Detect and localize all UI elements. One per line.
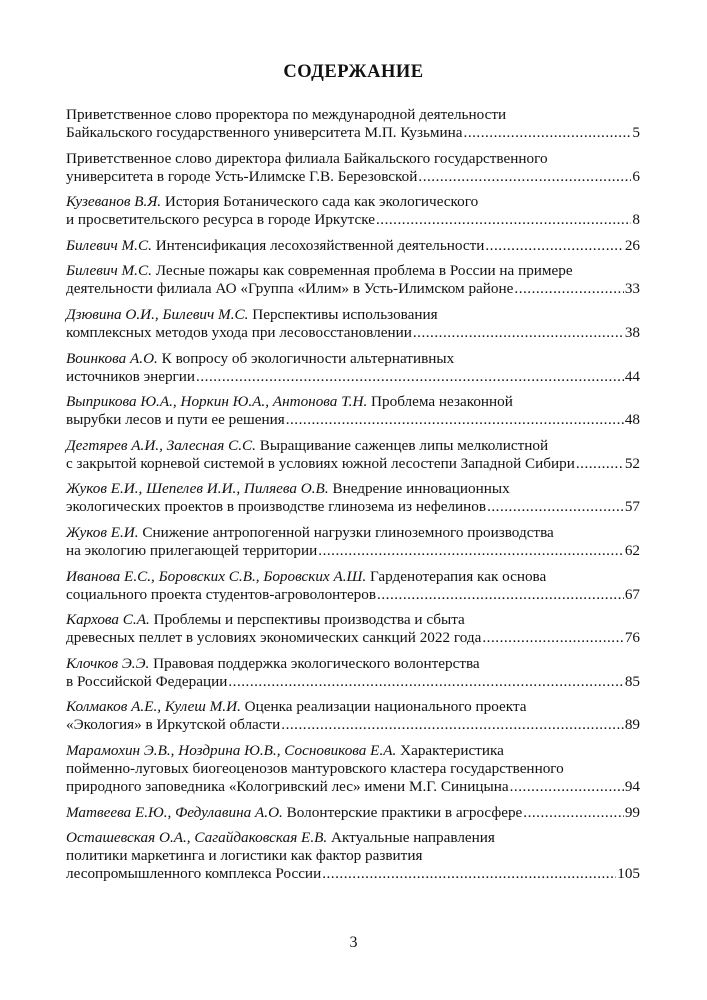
toc-entry-last-line [66,237,640,255]
dot-leader [418,168,631,186]
toc-entry-page[interactable]: 89 [624,716,640,734]
toc-entry-text [66,280,513,298]
dot-leader [377,586,624,604]
toc-entry-last-line [66,778,640,796]
toc-entry-title-line: Характеристика [400,741,504,759]
toc-entry-title-line: Байкальского государственного университета М.П. Кузьмина [66,124,463,141]
toc-entry [66,611,640,647]
table-of-contents [66,106,640,891]
toc-entry-last-line [66,124,640,142]
toc-entry-line [66,760,640,778]
toc-entry-page[interactable]: 8 [632,211,640,229]
toc-entry-line [66,847,640,865]
toc-entry-last-line [66,629,640,647]
page-number: 3 [349,934,358,951]
toc-entry-authors: Осташевская О.А., Сагайдаковская Е.В. [66,829,328,847]
toc-entry-last-line [66,673,640,691]
toc-entry-page[interactable]: 76 [624,629,640,647]
toc-entry-title-line: источников энергии [66,367,196,385]
toc-entry-line [66,829,640,847]
toc-entry-authors: Колмаков А.Е., Кулеш М.И. [66,698,241,716]
toc-entry [66,106,640,142]
toc-entry-line [66,350,640,368]
toc-entry-last-line [66,168,640,186]
toc-entry-page[interactable]: 62 [624,541,640,559]
toc-entry-text [66,498,486,516]
toc-entry-last-line [66,455,640,473]
toc-entry-title-line: Выращивание саженцев липы мелколистной [259,436,549,454]
toc-entry [66,698,640,734]
toc-entry [66,237,640,255]
toc-entry-title-line: вырубки лесов и пути ее решения [66,411,285,429]
toc-entry-authors: Дегтярев А.И., Залесная С.С. [66,436,256,454]
toc-entry-text [66,778,509,796]
toc-entry-title-line: политики маркетинга и логистики как фактор развития [66,847,423,865]
toc-entry-line [66,568,640,586]
dot-leader [322,865,616,883]
toc-entry-title-line: Снижение антропогенной нагрузки глиноземного производства [142,523,554,541]
toc-entry-text [66,211,375,229]
toc-entry-page[interactable]: 5 [632,124,640,141]
toc-entry-title-line: с закрытой корневой системой в условиях южной лесостепи Западной Сибири [66,454,575,472]
toc-entry-text [66,237,484,255]
toc-entry-last-line [66,368,640,386]
toc-entry [66,350,640,386]
toc-entry-title-line: Волонтерские практики в агросфере [286,803,523,821]
toc-entry-title-line: природного заповедника «Кологривский лес» имени М.Г. Синицына [66,777,509,795]
toc-entry-line [66,611,640,629]
toc-entry-title-line: древесных пеллет в условиях экономических санкций 2022 года [66,629,482,647]
toc-entry-title-line: «Экология» в Иркутской области [66,716,281,734]
toc-entry-title-line: Проблема незаконной [371,393,513,411]
toc-entry-authors: Матвеева Е.Ю., Федулавина А.О. [66,803,283,821]
toc-entry-last-line [66,542,640,560]
toc-entry-last-line [66,804,640,822]
toc-entry-authors: Марамохин Э.В., Ноздрина Ю.В., Сосновикова Е.А. [66,741,397,759]
toc-entry-page[interactable]: 44 [624,367,640,385]
toc-entry [66,150,640,186]
toc-entry-authors: Жуков Е.И. [66,523,139,541]
toc-entry-title-line: университета в городе Усть-Илимске Г.В. Березовской [66,167,418,185]
dot-leader [281,716,624,734]
toc-entry [66,480,640,516]
toc-entry-text [66,542,317,560]
toc-entry-title-line: Гарденотерапия как основа [369,567,547,585]
toc-entry-title-line: Перспективы использования [252,305,438,323]
toc-entry-authors: Кархова С.А. [66,611,150,629]
toc-entry-text [66,804,522,822]
toc-entry [66,193,640,229]
toc-entry [66,437,640,473]
toc-entry-title-line: и просветительского ресурса в городе Иркутске [66,211,375,229]
toc-entry-last-line [66,586,640,604]
toc-entry-line [66,193,640,211]
toc-entry-line [66,698,640,716]
dot-leader [464,124,632,142]
toc-entry-page[interactable]: 105 [617,865,640,883]
toc-entry-text [66,368,195,386]
toc-entry-line [66,742,640,760]
dot-leader [510,778,624,796]
toc-entry-text [66,124,463,142]
toc-entry-title-line: в Российской Федерации [66,672,228,690]
toc-entry-title-line: Приветственное слово проректора по международной деятельности [66,106,507,123]
toc-entry-title-line: пойменно-луговых биогеоценозов мантуровского кластера государственного [66,759,564,777]
toc-entry-page[interactable]: 85 [624,672,640,690]
page-title: СОДЕРЖАНИЕ [283,62,424,82]
toc-entry-last-line [66,716,640,734]
toc-entry-title-line: лесопромышленного комплекса России [66,865,322,883]
toc-entry-authors: Выприкова Ю.А., Норкин Ю.А., Антонова Т.Н. [66,393,368,411]
toc-entry [66,262,640,298]
toc-entry-title-line: Правовая поддержка экологического волонтерства [153,654,480,672]
toc-entry-last-line [66,211,640,229]
toc-entry-authors: Кузеванов В.Я. [66,193,162,211]
toc-entry-title-line: К вопросу об экологичности альтернативных [161,349,455,367]
toc-entry-text [66,673,227,691]
toc-entry-line [66,524,640,542]
toc-entry-authors: Жуков Е.И., Шепелев И.И., Пиляева О.В. [66,480,329,498]
toc-entry-authors: Билевич М.С. [66,236,152,254]
toc-entry-page[interactable]: 57 [624,498,640,516]
toc-entry-page[interactable]: 94 [624,777,640,795]
toc-entry-title-line: комплексных методов ухода при лесовосстановлении [66,323,412,341]
toc-entry-title-line: Интенсификация лесохозяйственной деятельности [155,236,485,254]
toc-entry-page[interactable]: 67 [624,585,640,603]
toc-entry [66,568,640,604]
toc-entry-page[interactable]: 48 [624,411,640,429]
toc-entry-line [66,393,640,411]
toc-entry-last-line [66,280,640,298]
toc-entry-last-line [66,324,640,342]
toc-entry-page[interactable]: 33 [624,280,640,298]
toc-entry-text [66,324,412,342]
toc-entry [66,742,640,796]
toc-entry-authors: Дзювина О.И., Билевич М.С. [66,305,249,323]
toc-entry-title-line: экологических проектов в производстве глинозема из нефелинов [66,498,487,516]
toc-entry-text [66,455,575,473]
toc-entry-text [66,629,481,647]
toc-entry-authors: Клочков Э.Э. [66,654,150,672]
toc-entry-title-line: История Ботанического сада как экологического [164,193,479,211]
dot-leader [228,673,623,691]
toc-entry [66,306,640,342]
toc-entry [66,829,640,883]
dot-leader [376,211,631,229]
dot-leader [487,498,624,516]
toc-entry-line [66,306,640,324]
dot-leader [318,542,624,560]
toc-entry-title-line: Оценка реализации национального проекта [244,698,527,716]
toc-entry-title-line: Приветственное слово директора филиала Байкальского государственного [66,149,548,167]
toc-entry [66,655,640,691]
toc-entry-title-line: на экологию прилегающей территории [66,541,318,559]
toc-entry-authors: Билевич М.С. [66,262,152,280]
toc-entry-text [66,168,417,186]
dot-leader [196,368,624,386]
toc-entry [66,524,640,560]
toc-entry-line [66,655,640,673]
dot-leader [576,455,624,473]
toc-entry-last-line [66,865,640,883]
toc-entry-line [66,106,640,124]
toc-entry-last-line [66,498,640,516]
dot-leader [485,237,623,255]
toc-entry-title-line: социального проекта студентов-агроволонтеров [66,585,377,603]
toc-entry-text [66,716,280,734]
toc-entry-page[interactable]: 38 [624,323,640,341]
toc-entry-page[interactable]: 99 [624,803,640,821]
dot-leader [286,411,624,429]
dot-leader [413,324,624,342]
toc-entry-title-line: Внедрение инновационных [332,480,510,498]
toc-entry-title-line: Проблемы и перспективы производства и сбыта [153,611,465,629]
toc-entry-page[interactable]: 26 [624,236,640,254]
toc-entry-last-line [66,411,640,429]
toc-entry-text [66,411,285,429]
toc-entry-page[interactable]: 52 [624,454,640,472]
dot-leader [514,280,623,298]
toc-entry-page[interactable]: 6 [632,167,640,185]
dot-leader [523,804,624,822]
toc-entry-title-line: деятельности филиала АО «Группа «Илим» в Усть-Илимском районе [66,280,514,298]
toc-entry-line [66,437,640,455]
toc-entry-authors: Воинкова А.О. [66,349,158,367]
toc-entry-authors: Иванова Е.С., Боровских С.В., Боровских А.Ш. [66,567,367,585]
toc-entry-text [66,865,321,883]
toc-entry [66,393,640,429]
toc-entry-title-line: Лесные пожары как современная проблема в России на примере [155,262,573,280]
toc-entry-line [66,262,640,280]
dot-leader [482,629,623,647]
toc-entry-line [66,480,640,498]
toc-entry-title-line: Актуальные направления [331,829,495,847]
toc-entry [66,804,640,822]
toc-entry-text [66,586,376,604]
toc-entry-line [66,150,640,168]
